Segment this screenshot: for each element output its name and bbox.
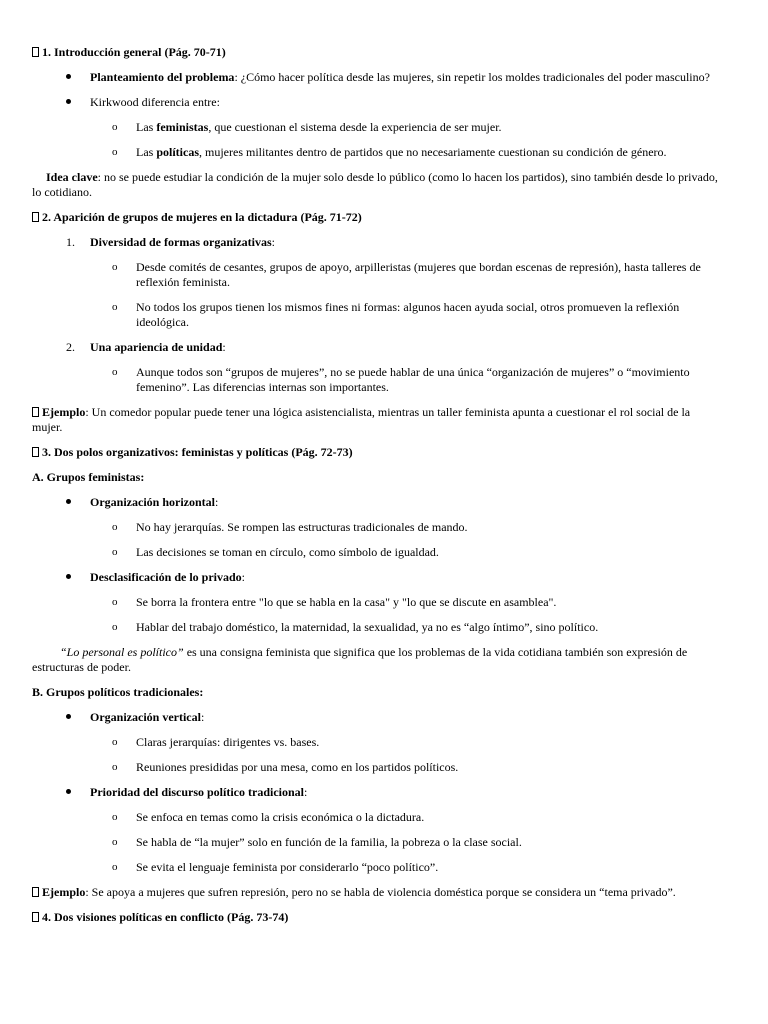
list-item: Prioridad del discurso político tradicional: bbox=[32, 785, 722, 800]
circle-bullet-icon: o bbox=[112, 546, 118, 558]
list-item: Kirkwood diferencia entre: bbox=[32, 95, 722, 110]
sub-list-item: o Desde comités de cesantes, grupos de apoyo, arpilleristas (mujeres que bordan escenas de represión), hasta talleres de reflexión feminista. bbox=[112, 260, 701, 289]
sub-list-item: o Se evita el lenguaje feminista por considerarlo “poco político”. bbox=[112, 860, 439, 874]
sub-list-item: o Aunque todos son “grupos de mujeres”, no se puede hablar de una única “organización de mujeres” o “movimiento femenino”. Las diferencias internas son importantes. bbox=[112, 365, 690, 394]
sub-list-item: o Se habla de “la mujer” solo en función de la familia, la pobreza o la clase social. bbox=[112, 835, 522, 849]
bullet-icon bbox=[66, 570, 90, 585]
circle-bullet-icon: o bbox=[112, 121, 118, 133]
circle-bullet-icon: o bbox=[112, 736, 118, 748]
circle-bullet-icon: o bbox=[112, 836, 118, 848]
circle-bullet-icon: o bbox=[112, 761, 118, 773]
sub-list-item: o No todos los grupos tienen los mismos fines ni formas: algunos hacen ayuda social, otros promueven la reflexión ideológica. bbox=[112, 300, 680, 329]
circle-bullet-icon: o bbox=[112, 146, 118, 158]
circle-bullet-icon: o bbox=[112, 261, 118, 273]
subsection-b-heading: B. Grupos políticos tradicionales: bbox=[32, 685, 204, 699]
circle-bullet-icon: o bbox=[112, 621, 118, 633]
circle-bullet-icon: o bbox=[112, 301, 118, 313]
sub-list-item: o Se borra la frontera entre "lo que se habla en la casa" y "lo que se discute en asamblea". bbox=[112, 595, 557, 609]
section-4-heading: 4. Dos visiones políticas en conflicto (Pág. 73-74) bbox=[32, 910, 722, 925]
bullet-icon bbox=[66, 710, 90, 725]
emoji-placeholder-icon bbox=[32, 407, 39, 417]
list-item: Planteamiento del problema: ¿Cómo hacer política desde las mujeres, sin repetir los moldes tradicionales del poder masculino? bbox=[32, 70, 722, 85]
numbered-item: 1. Diversidad de formas organizativas: bbox=[66, 235, 275, 249]
emoji-placeholder-icon bbox=[32, 47, 39, 57]
circle-bullet-icon: o bbox=[112, 596, 118, 608]
circle-bullet-icon: o bbox=[112, 811, 118, 823]
emoji-placeholder-icon bbox=[32, 887, 39, 897]
sub-list-item: o Reuniones presididas por una mesa, como en los partidos políticos. bbox=[112, 760, 459, 774]
key-idea-paragraph: Idea clave: no se puede estudiar la condición de la mujer solo desde lo público (como lo hacen los partidos), sino también desde lo privado, lo cotidiano. bbox=[32, 170, 718, 199]
emoji-placeholder-icon bbox=[32, 912, 39, 922]
section-2-heading: 2. Aparición de grupos de mujeres en la dictadura (Pág. 71-72) bbox=[32, 210, 722, 225]
list-item: Organización horizontal: bbox=[32, 495, 722, 510]
bullet-icon bbox=[66, 785, 90, 800]
sub-list-item: o Las decisiones se toman en círculo, como símbolo de igualdad. bbox=[112, 545, 439, 559]
sub-list-item: o Las feministas, que cuestionan el sistema desde la experiencia de ser mujer. bbox=[112, 120, 502, 134]
emoji-placeholder-icon bbox=[32, 447, 39, 457]
bullet-icon bbox=[66, 495, 90, 510]
numbered-item: 2. Una apariencia de unidad: bbox=[66, 340, 226, 354]
example-paragraph: Ejemplo: Se apoya a mujeres que sufren represión, pero no se habla de violencia doméstica porque se considera un “tema privado”. bbox=[32, 885, 722, 900]
sub-list-item: o Las políticas, mujeres militantes dentro de partidos que no necesariamente cuestionan su condición de género. bbox=[112, 145, 667, 159]
sub-list-item: o No hay jerarquías. Se rompen las estructuras tradicionales de mando. bbox=[112, 520, 468, 534]
sub-list-item: o Se enfoca en temas como la crisis económica o la dictadura. bbox=[112, 810, 425, 824]
sub-list-item: o Claras jerarquías: dirigentes vs. bases. bbox=[112, 735, 320, 749]
list-item: Organización vertical: bbox=[32, 710, 722, 725]
quote-paragraph: “Lo personal es político” es una consigna feminista que significa que los problemas de la vida cotidiana también son expresión de estructuras de poder. bbox=[32, 645, 688, 674]
section-1-heading: 1. Introducción general (Pág. 70-71) bbox=[32, 45, 722, 60]
example-paragraph: Ejemplo: Un comedor popular puede tener una lógica asistencialista, mientras un taller feminista apunta a cuestionar el rol social de la mujer. bbox=[32, 405, 691, 434]
bullet-icon bbox=[66, 95, 90, 110]
emoji-placeholder-icon bbox=[32, 212, 39, 222]
bullet-icon bbox=[66, 70, 90, 85]
circle-bullet-icon: o bbox=[112, 366, 118, 378]
list-item: Desclasificación de lo privado: bbox=[32, 570, 722, 585]
sub-list-item: o Hablar del trabajo doméstico, la maternidad, la sexualidad, ya no es “algo íntimo”, sino político. bbox=[112, 620, 599, 634]
section-3-heading: 3. Dos polos organizativos: feministas y políticas (Pág. 72-73) bbox=[32, 445, 722, 460]
circle-bullet-icon: o bbox=[112, 521, 118, 533]
circle-bullet-icon: o bbox=[112, 861, 118, 873]
subsection-a-heading: A. Grupos feministas: bbox=[32, 470, 145, 484]
